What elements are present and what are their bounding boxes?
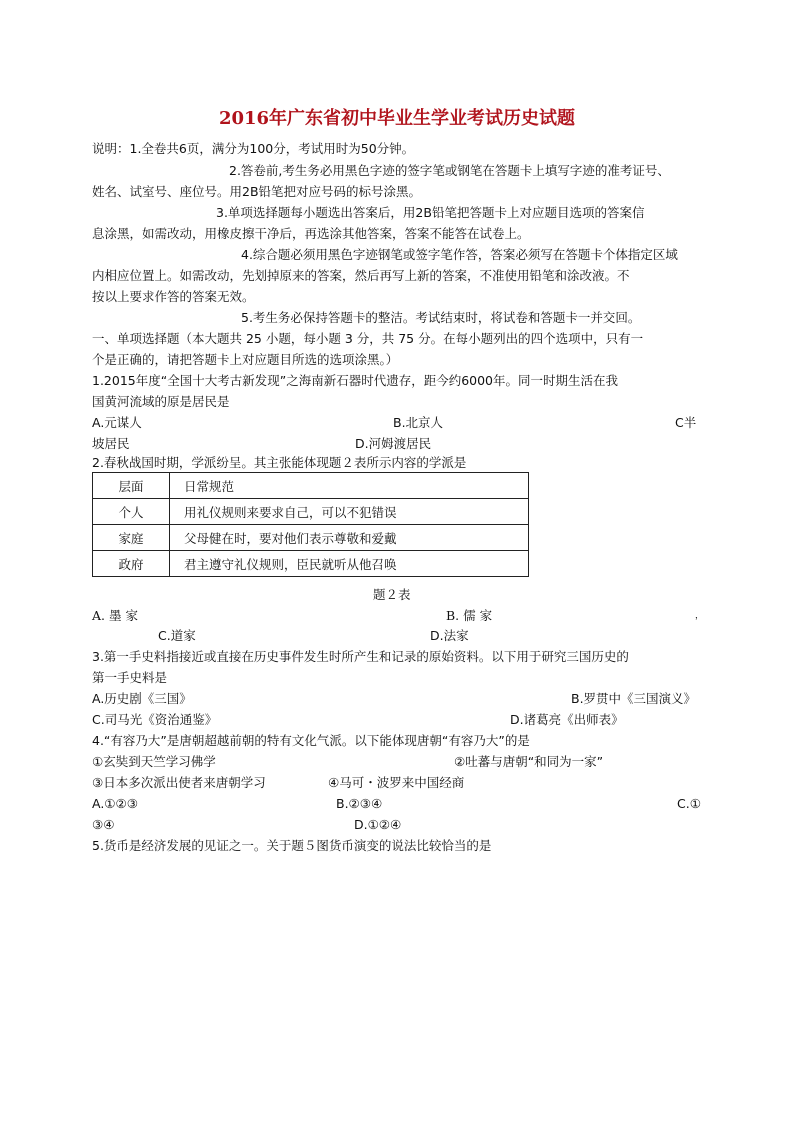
q5-stem: 5.货币是经济发展的见证之一。关于题５图货币演变的说法比较恰当的是: [92, 838, 492, 853]
q3-option-c: C.司马光《资治通鉴》: [92, 712, 218, 727]
q1-stem: 1.2015年度“全国十大考古新发现”之海南新石器时代遗存，距今约6000年。同一时期生活在我: [92, 373, 619, 388]
q2-table-caption: 题２表: [373, 587, 411, 602]
q4-option-c: C.①: [677, 796, 701, 811]
table-cell: 父母健在时，要对他们表示尊敬和爱戴: [170, 525, 529, 551]
q3-stem: 3.第一手史料指接近或直接在历史事件发生时所产生和记录的原始资料。以下用于研究三国历史的: [92, 649, 629, 664]
q4-statement-2: ②吐蕃与唐朝“和同为一家”: [454, 754, 604, 769]
q1-option-c: C半: [675, 415, 697, 430]
instruction-5: 5.考生务必保持答题卡的整洁。考试结束时，将试卷和答题卡一并交回。: [241, 310, 641, 325]
table-row: [93, 499, 529, 525]
instruction-intro: 说明：1.全卷共6页，满分为100分，考试用时为50分钟。: [92, 141, 415, 156]
q4-option-d: D.①②④: [354, 817, 402, 832]
q3-option-d: D.诸葛亮《出师表》: [510, 712, 624, 727]
instruction-3b: 息涂黑，如需改动，用橡皮擦干净后，再选涂其他答案，答案不能答在试卷上。: [92, 226, 530, 241]
q4-statement-1: ①玄奘到天竺学习佛学: [92, 754, 216, 769]
q1-option-a: A.元谋人: [92, 415, 142, 430]
q3-option-b: B.罗贯中《三国演义》: [571, 691, 697, 706]
instruction-2b: 姓名、试室号、座位号。用2B铅笔把对应号码的标号涂黑。: [92, 184, 422, 199]
q4-statement-4: ④马可・波罗来中国经商: [328, 775, 465, 790]
section-heading-cont: 个是正确的，请把答题卡上对应题目所选的选项涂黑。）: [92, 352, 399, 367]
q4-statement-3: ③日本多次派出使者来唐朝学习: [92, 775, 266, 790]
table-cell: 政府: [93, 551, 170, 577]
instruction-2a: 2.答卷前,考生务必用黑色字迹的签字笔或钢笔在答题卡上填写字迹的准考证号、: [229, 163, 670, 178]
q2-option-b: B. 儒 家: [446, 608, 493, 623]
q4-option-b: B.②③④: [336, 796, 383, 811]
table-cell: 个人: [93, 499, 170, 525]
q2-stem: 2.春秋战国时期，学派纷呈。其主张能体现题２表所示内容的学派是: [92, 455, 467, 470]
instruction-4c: 按以上要求作答的答案无效。: [92, 289, 255, 304]
instruction-3a: 3.单项选择题每小题选出答案后，用2B铅笔把答题卡上对应题目选项的答案信: [216, 205, 645, 220]
q2-stray-mark: ，: [695, 611, 705, 621]
table-row: [93, 525, 529, 551]
q1-option-c-cont: 坡居民: [92, 436, 130, 451]
q4-stem: 4.“有容乃大”是唐朝超越前朝的特有文化气派。以下能体现唐朝“有容乃大”的是: [92, 733, 530, 748]
section-heading: 一、单项选择题（本大题共 25 小题，每小题 3 分，共 75 分。在每小题列出的四个选项中，只有一: [92, 331, 644, 346]
q4-option-a: A.①②③: [92, 796, 138, 811]
q1-option-b: B.北京人: [393, 415, 444, 430]
q1-stem-cont: 国黄河流域的原是居民是: [92, 394, 230, 409]
q1-option-d: D.河姆渡居民: [355, 436, 432, 451]
q4-option-c-cont: ③④: [92, 817, 115, 832]
table-row: [93, 551, 529, 577]
q2-option-d: D.法家: [430, 628, 469, 643]
instruction-4b: 内相应位置上。如需改动，先划掉原来的答案，然后再写上新的答案，不准使用铅笔和涂改液。不: [92, 268, 630, 283]
table-cell: 君主遵守礼仪规则，臣民就听从他召唤: [170, 551, 529, 577]
table-cell: 用礼仪规则来要求自己，可以不犯错误: [170, 499, 529, 525]
q2-option-a: A. 墨 家: [92, 608, 138, 623]
table-header-cell: 层面: [93, 473, 170, 499]
exam-title: 2016年广东省初中毕业生学业考试历史试题: [218, 108, 576, 129]
table-header-cell: 日常规范: [170, 473, 529, 499]
table-cell: 家庭: [93, 525, 170, 551]
q2-table: [92, 472, 529, 577]
q2-option-c: C.道家: [158, 628, 196, 643]
table-header-row: [93, 473, 529, 499]
q3-stem-cont: 第一手史料是: [92, 670, 168, 685]
instruction-4a: 4.综合题必须用黑色字迹钢笔或签字笔作答，答案必须写在答题卡个体指定区域: [241, 247, 678, 262]
q3-option-a: A.历史剧《三国》: [92, 691, 192, 706]
